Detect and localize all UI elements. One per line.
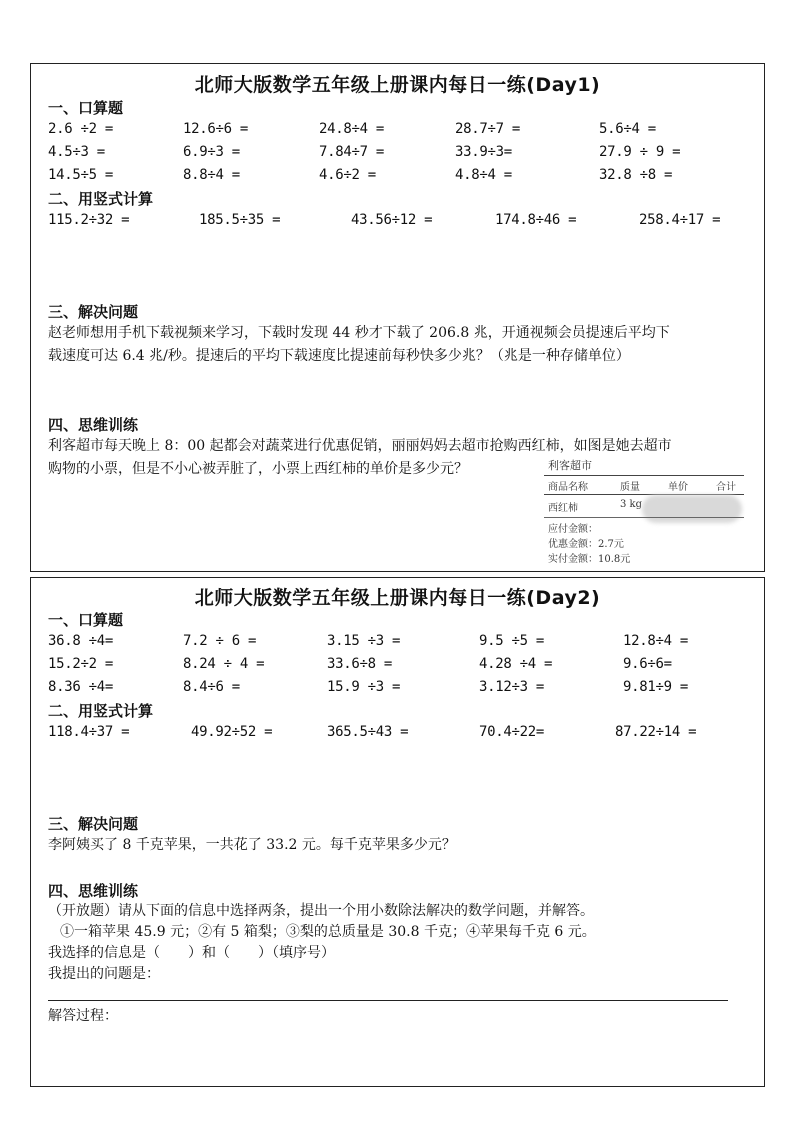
day2-thinking-line: （开放题）请从下面的信息中选择两条，提出一个用小数除法解决的数学问题，并解答。 [48,903,594,919]
day1-oral-item: 7.84÷7 = [319,144,385,160]
day1-problem-text [48,322,748,368]
receipt-paid: 实付金额：10.8元 [548,554,631,565]
day2-oral-item: 9.81÷9 = [623,679,689,695]
day1-vertical-item: 174.8÷46 = [495,212,577,228]
day2-oral-item: 3.15 ÷3 = [327,633,401,649]
day1-vertical-item: 258.4÷17 = [639,212,721,228]
day2-oral-item: 33.6÷8 = [327,656,393,672]
day2-problem-text [48,834,748,857]
day1-card [30,63,765,572]
day2-oral-item: 8.24 ÷ 4 = [183,656,265,672]
day1-thinking-line: 购物的小票，但是不小心被弄脏了，小票上西红柿的单价是多少元？ [48,461,468,477]
day2-thinking-text [48,901,748,985]
day2-thinking-line: ①一箱苹果 45.9 元；②有 5 箱梨；③梨的总质量是 30.8 千克；④苹果每千克 6 元。 [60,924,596,940]
day2-oral-item: 8.4÷6 = [183,679,240,695]
day2-vertical-item: 118.4÷37 = [48,724,130,740]
day2-vertical-item: 87.22÷14 = [615,724,697,740]
day1-vertical-item: 115.2÷32 = [48,212,130,228]
day2-oral-item: 9.6÷6= [623,656,672,672]
day2-problem-heading: 三、解决问题 [48,815,139,833]
day2-oral-row-1 [31,633,766,655]
day2-oral-item: 36.8 ÷4= [48,633,114,649]
day1-oral-item: 28.7÷7 = [455,121,521,137]
day1-problem-heading: 三、解决问题 [48,303,139,321]
day1-thinking-heading: 四、思维训练 [48,416,139,434]
receipt-discount: 优惠金额：2.7元 [548,539,624,550]
receipt-image [544,457,744,565]
day2-title: 北师大版数学五年级上册课内每日一练(Day2) [194,587,601,609]
day1-oral-item: 4.8÷4 = [455,167,512,183]
day1-oral-item: 14.5÷5 = [48,167,114,183]
day1-oral-item: 5.6÷4 = [599,121,656,137]
day2-oral-heading: 一、口算题 [48,611,124,629]
day1-thinking-line: 利客超市每天晚上 8：00 起都会对蔬菜进行优惠促销，丽丽妈妈去超市抢购西红柿，如图是她去超市 [48,438,672,454]
day2-card [30,577,765,1087]
receipt-header: 合计 [716,482,736,493]
receipt-due: 应付金额： [548,524,598,535]
receipt-header: 商品名称 [548,482,588,493]
day1-vertical-item: 185.5÷35 = [199,212,281,228]
day2-oral-item: 9.5 ÷5 = [479,633,545,649]
answer-label: 解答过程： [48,1008,118,1024]
day1-problem-line: 赵老师想用手机下载视频来学习，下载时发现 44 秒才下载了 206.8 兆，开通视频会员提速后平均下 [48,325,670,341]
receipt-header: 单价 [668,482,688,493]
day2-oral-item: 15.2÷2 = [48,656,114,672]
receipt-store-name: 利客超市 [548,459,592,472]
day2-thinking-line: 我选择的信息是（ ）和（ ）（填序号） [48,945,335,961]
receipt-item-qty: 3 kg [620,499,643,510]
day2-vertical-row [31,724,766,746]
day1-vertical-row [31,212,766,234]
day2-oral-item: 15.9 ÷3 = [327,679,401,695]
day2-vertical-heading: 二、用竖式计算 [48,702,154,720]
day1-oral-item: 33.9÷3= [455,144,512,160]
day2-thinking-heading: 四、思维训练 [48,882,139,900]
receipt-header: 质量 [620,482,640,493]
day2-vertical-item: 70.4÷22= [479,724,545,740]
day1-oral-item: 4.5÷3 = [48,144,105,160]
receipt-item-name: 西红柿 [548,503,578,514]
day1-oral-item: 27.9 ÷ 9 = [599,144,681,160]
day1-oral-row-3 [31,167,766,189]
day1-problem-line: 载速度可达 6.4 兆/秒。提速后的平均下载速度比提速前每秒快多少兆？（兆是一种存储单位） [48,348,630,364]
day2-problem-line: 李阿姨买了 8 千克苹果，一共花了 33.2 元。每千克苹果多少元？ [48,837,456,853]
day1-oral-item: 4.6÷2 = [319,167,376,183]
day1-oral-item: 24.8÷4 = [319,121,385,137]
receipt-divider [544,517,744,518]
day2-oral-item: 4.28 ÷4 = [479,656,553,672]
day2-oral-item: 12.8÷4 = [623,633,689,649]
day1-oral-row-1 [31,121,766,143]
day1-vertical-item: 43.56÷12 = [351,212,433,228]
day1-oral-item: 8.8÷4 = [183,167,240,183]
day1-oral-heading: 一、口算题 [48,99,124,117]
day1-title: 北师大版数学五年级上册课内每日一练(Day1) [194,74,601,96]
day2-vertical-item: 49.92÷52 = [191,724,273,740]
day2-oral-row-3 [31,679,766,701]
day2-oral-row-2 [31,656,766,678]
day2-oral-item: 7.2 ÷ 6 = [183,633,257,649]
day2-vertical-item: 365.5÷43 = [327,724,409,740]
day1-oral-item: 32.8 ÷8 = [599,167,673,183]
day2-oral-item: 3.12÷3 = [479,679,545,695]
day1-oral-item: 12.6÷6 = [183,121,249,137]
day1-oral-row-2 [31,144,766,166]
answer-divider [48,1000,728,1001]
day2-oral-item: 8.36 ÷4= [48,679,114,695]
day1-oral-item: 2.6 ÷2 = [48,121,114,137]
day2-thinking-line: 我提出的问题是： [48,966,160,982]
day1-vertical-heading: 二、用竖式计算 [48,190,154,208]
receipt-header-row [544,475,744,495]
day1-oral-item: 6.9÷3 = [183,144,240,160]
receipt-stain [642,495,742,523]
